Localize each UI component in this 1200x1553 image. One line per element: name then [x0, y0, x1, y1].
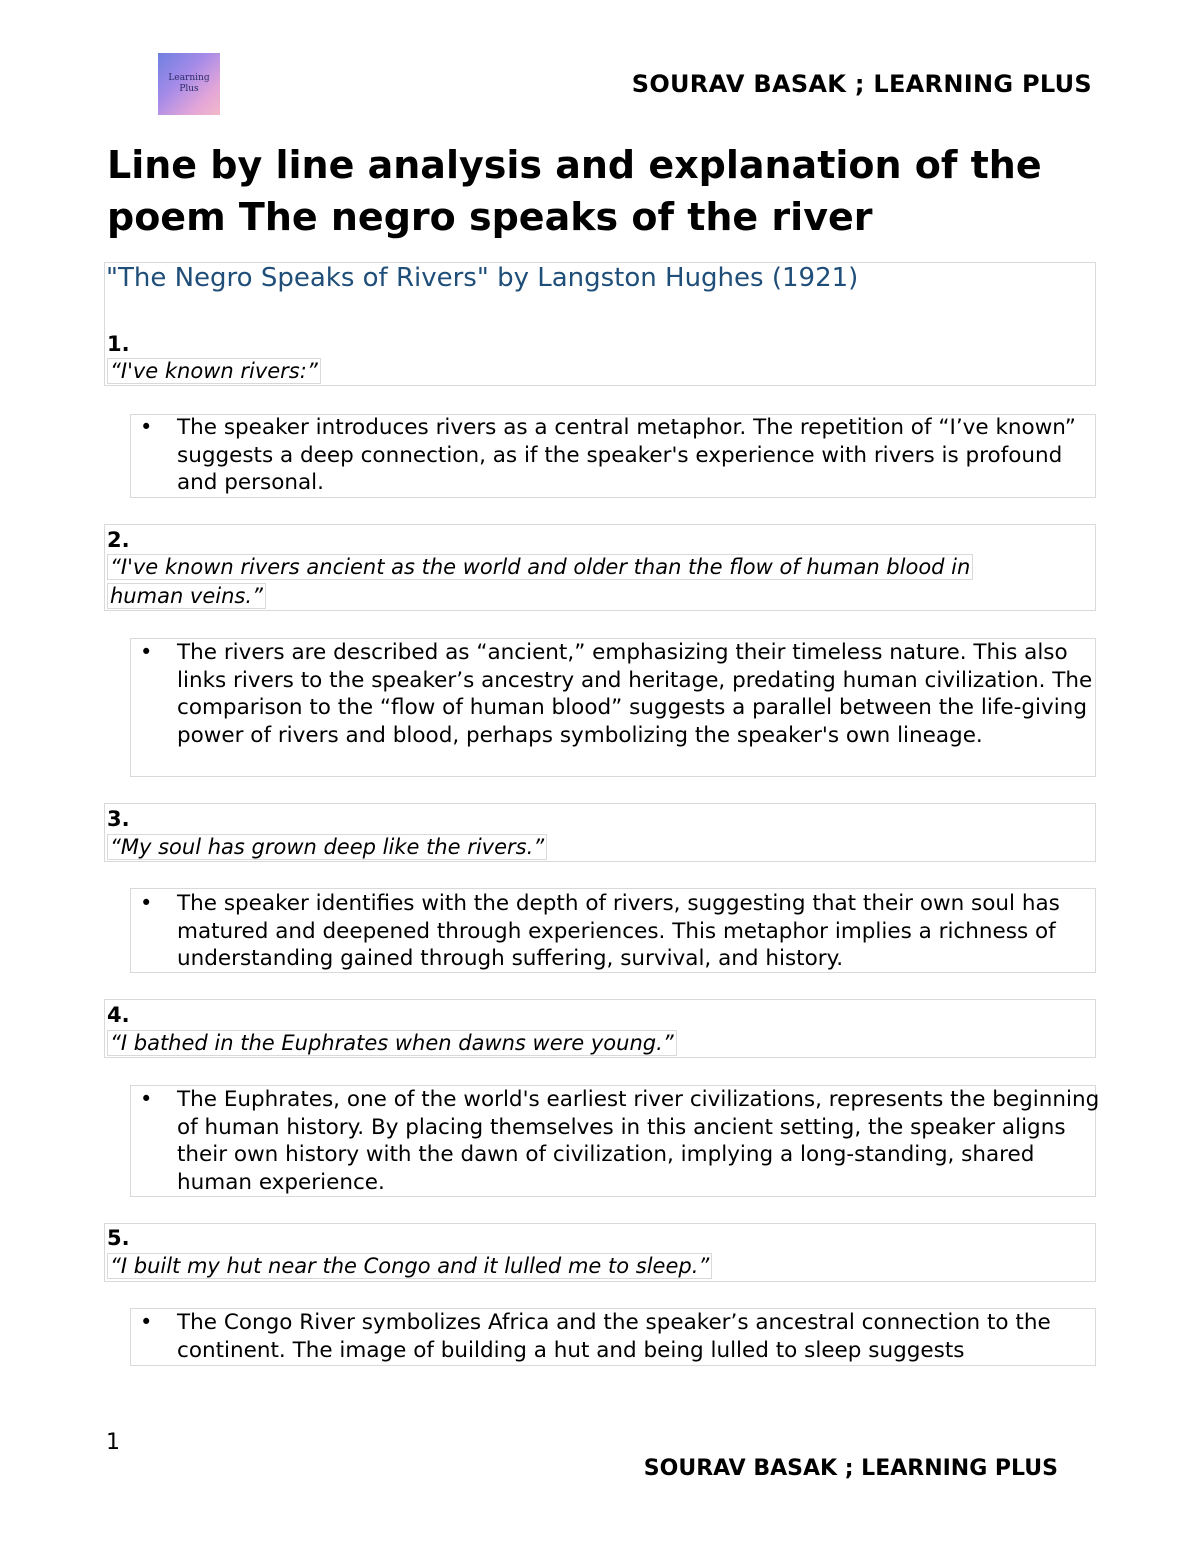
poem-line-quote — [107, 833, 547, 861]
line-number: 1. — [107, 332, 130, 356]
explanation-item — [140, 890, 1100, 973]
bullet-icon: • — [140, 1310, 153, 1334]
header-author: SOURAV BASAK ; LEARNING PLUS — [631, 70, 1092, 98]
quote-text: “I built my hut near the Congo and it lulled me to sleep.” — [107, 1253, 712, 1279]
line-number: 5. — [107, 1226, 130, 1250]
poem-line-quote — [107, 1029, 677, 1057]
page-title: Line by line analysis and explanation of the poem The negro speaks of the river — [107, 143, 1042, 239]
explanation-item — [140, 1309, 1100, 1364]
explanation-item — [140, 639, 1100, 749]
line-number: 3. — [107, 807, 130, 831]
line-number: 4. — [107, 1003, 130, 1027]
bullet-icon: • — [140, 415, 153, 439]
quote-text: “I bathed in the Euphrates when dawns were young.” — [107, 1030, 677, 1056]
poem-line-quote — [107, 1252, 712, 1280]
explanation-text: The speaker introduces rivers as a central metaphor. The repetition of “I’ve known” suggests a deep connection, as if the speaker's experience with rivers is profound and personal. — [177, 415, 1076, 495]
poem-line-quote-continued — [107, 582, 266, 610]
footer-author: SOURAV BASAK ; LEARNING PLUS — [643, 1456, 1058, 1481]
logo-text-line2: Plus — [179, 84, 199, 94]
explanation-text: The speaker identifies with the depth of rivers, suggesting that their own soul has matured and deepened through experiences. This metaphor implies a richness of understanding gained through suffering, survival, and history. — [177, 891, 1060, 971]
explanation-item — [140, 414, 1100, 497]
bullet-icon: • — [140, 1087, 153, 1111]
quote-text: “I've known rivers:” — [107, 358, 321, 384]
poem-line-quote — [107, 553, 973, 581]
logo-text-line1: Learning — [168, 73, 210, 83]
quote-text: human veins.” — [107, 583, 266, 609]
learning-plus-logo — [158, 53, 220, 115]
page-number: 1 — [106, 1430, 120, 1455]
quote-text: “I've known rivers ancient as the world and older than the flow of human blood in — [107, 554, 973, 580]
bullet-icon: • — [140, 891, 153, 915]
line-number: 2. — [107, 528, 130, 552]
explanation-text: The Congo River symbolizes Africa and the speaker’s ancestral connection to the continent. The image of building a hut and being lulled to sleep suggests — [177, 1310, 1051, 1363]
explanation-item — [140, 1086, 1100, 1196]
poem-line-quote — [107, 357, 321, 385]
quote-text: “My soul has grown deep like the rivers.” — [107, 834, 547, 860]
explanation-text: The Euphrates, one of the world's earliest river civilizations, represents the beginning of human history. By placing themselves in this ancient setting, the speaker aligns their own history with the dawn of civilization, implying a long-standing, shared human experience. — [177, 1087, 1100, 1195]
bullet-icon: • — [140, 640, 153, 664]
explanation-text: The rivers are described as “ancient,” emphasizing their timeless nature. This also links rivers to the speaker’s ancestry and heritage, predating human civilization. The comparison to the “flow of human blood” suggests a parallel between the life-giving power of rivers and blood, perhaps symbolizing the speaker's own lineage. — [177, 640, 1093, 748]
poem-heading: "The Negro Speaks of Rivers" by Langston Hughes (1921) — [106, 263, 859, 293]
